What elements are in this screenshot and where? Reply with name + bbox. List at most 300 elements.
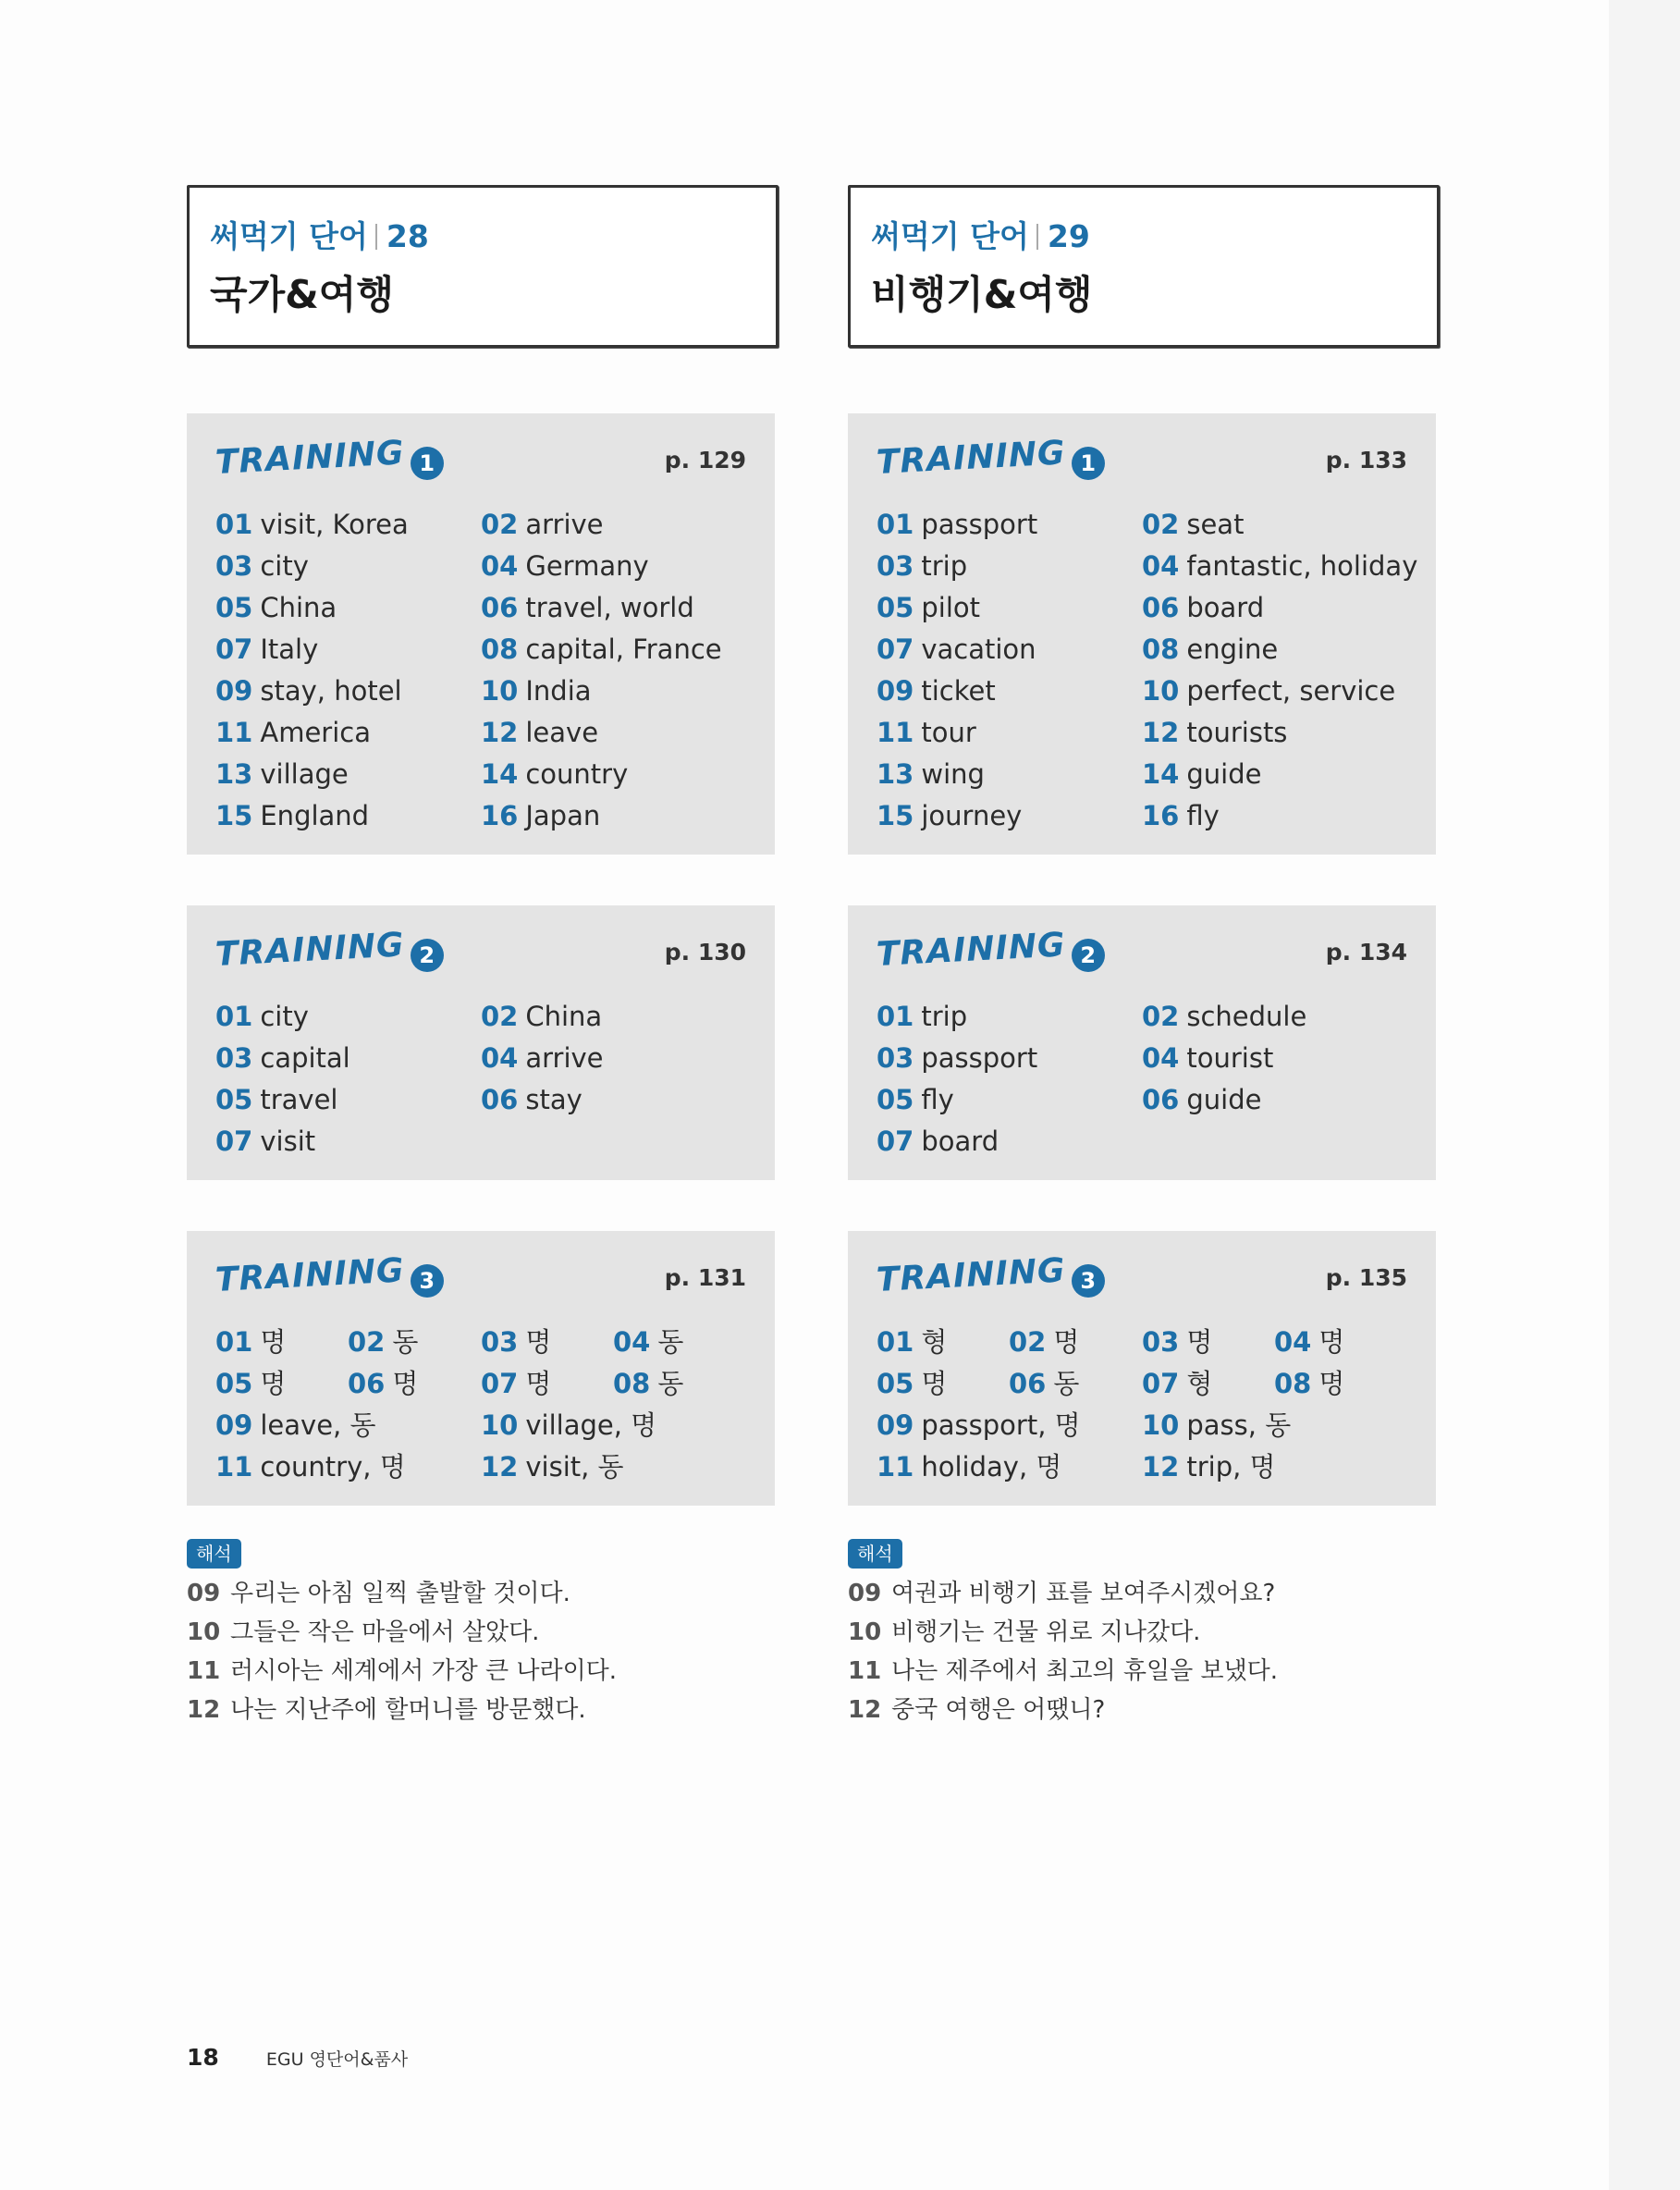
answer-row — [215, 795, 766, 837]
answer-row — [215, 996, 766, 1038]
translation-line — [848, 1691, 1440, 1729]
training-heading — [875, 434, 1105, 486]
translation-line — [848, 1652, 1440, 1691]
item-number: 11 — [877, 1451, 914, 1483]
item-number: 13 — [215, 758, 253, 790]
item-answer: passport, 명 — [921, 1409, 1081, 1441]
item-number: 06 — [481, 1084, 519, 1115]
answer-item — [481, 546, 649, 587]
answer-item — [1009, 1363, 1079, 1405]
item-number: 16 — [481, 800, 519, 831]
item-answer: tourists — [1186, 717, 1288, 748]
line-text: 나는 지난주에 할머니를 방문했다. — [230, 1696, 586, 1724]
item-answer: stay — [525, 1084, 582, 1115]
item-number: 07 — [215, 634, 253, 665]
answer-item — [877, 504, 1037, 546]
item-answer: fly — [1186, 800, 1220, 831]
training-number-badge: 1 — [411, 447, 444, 480]
answer-row — [215, 546, 766, 587]
item-number: 02 — [348, 1326, 386, 1358]
item-number: 02 — [481, 509, 519, 540]
lesson-kicker — [871, 213, 1090, 256]
item-number: 05 — [215, 1368, 253, 1399]
lesson-number: 29 — [1047, 218, 1090, 254]
item-answer: trip, 명 — [1186, 1451, 1276, 1483]
item-number: 04 — [1274, 1326, 1312, 1358]
item-number: 01 — [215, 509, 253, 540]
item-answer: India — [525, 675, 592, 707]
item-answer: village, 명 — [525, 1409, 657, 1441]
kicker-divider — [1036, 224, 1038, 250]
answer-row — [877, 996, 1427, 1038]
training-heading — [214, 926, 444, 978]
item-number: 09 — [877, 675, 914, 707]
answer-item — [215, 1363, 286, 1405]
item-answer: 동 — [657, 1368, 684, 1399]
item-answer: capital — [260, 1042, 350, 1074]
training-1-panel — [187, 413, 775, 855]
answer-row — [215, 1322, 766, 1363]
line-text: 중국 여행은 어땠니? — [891, 1696, 1106, 1724]
answer-item — [877, 795, 1022, 837]
answer-row — [215, 754, 766, 795]
item-number: 12 — [1142, 1451, 1180, 1483]
answer-item — [1142, 1079, 1261, 1121]
item-number: 10 — [1142, 675, 1180, 707]
answer-item — [1142, 546, 1417, 587]
page-reference: p. 135 — [1325, 1264, 1407, 1291]
item-number: 08 — [1142, 634, 1180, 665]
page-edge-shade — [1609, 0, 1680, 2190]
answer-item — [1009, 1322, 1079, 1363]
answer-row — [215, 587, 766, 629]
answer-item — [1274, 1322, 1344, 1363]
item-number: 01 — [877, 1001, 914, 1032]
item-answer: 명 — [1053, 1326, 1080, 1358]
translation-line — [848, 1574, 1440, 1613]
training-heading — [214, 434, 444, 486]
item-number: 03 — [1142, 1326, 1180, 1358]
item-answer: vacation — [921, 634, 1036, 665]
item-answer: country — [525, 758, 629, 790]
lesson-number: 28 — [386, 218, 429, 254]
answer-row — [877, 629, 1427, 671]
item-number: 02 — [1142, 1001, 1180, 1032]
answer-item — [481, 996, 602, 1038]
item-number: 03 — [215, 550, 253, 582]
item-number: 04 — [613, 1326, 651, 1358]
item-answer: guide — [1186, 758, 1262, 790]
answer-item — [877, 754, 985, 795]
item-number: 14 — [481, 758, 519, 790]
item-answer: Japan — [525, 800, 601, 831]
item-answer: pass, 동 — [1186, 1409, 1292, 1441]
answer-row — [215, 712, 766, 754]
answer-item — [613, 1322, 683, 1363]
item-answer: fantastic, holiday — [1186, 550, 1418, 582]
item-number: 05 — [877, 592, 914, 623]
answer-row — [215, 1446, 766, 1488]
item-number: 04 — [1142, 550, 1180, 582]
answer-item — [215, 629, 318, 671]
item-answer: seat — [1186, 509, 1245, 540]
item-number: 10 — [481, 675, 519, 707]
item-number: 03 — [215, 1042, 253, 1074]
answer-item — [1142, 504, 1244, 546]
answer-item — [215, 1079, 338, 1121]
answer-item — [1142, 1446, 1276, 1488]
training-logo: TRAINING — [214, 926, 406, 974]
answer-grid — [877, 996, 1427, 1163]
answer-item — [1142, 754, 1261, 795]
answer-row — [877, 1038, 1427, 1079]
translation-lines — [187, 1574, 779, 1729]
item-answer: 명 — [525, 1326, 552, 1358]
answer-item — [481, 712, 598, 754]
answer-row — [215, 1405, 766, 1446]
page-reference: p. 129 — [664, 447, 746, 474]
lesson-kicker — [210, 213, 429, 256]
translation-line — [848, 1613, 1440, 1652]
item-answer: 명 — [1318, 1326, 1345, 1358]
item-answer: 동 — [1053, 1368, 1080, 1399]
answer-item — [481, 1038, 604, 1079]
item-number: 01 — [877, 509, 914, 540]
item-answer: wing — [921, 758, 985, 790]
item-number: 01 — [215, 1326, 253, 1358]
kicker-label: 써먹기 단어 — [871, 218, 1029, 254]
item-number: 08 — [481, 634, 519, 665]
line-text: 우리는 아침 일찍 출발할 것이다. — [230, 1580, 570, 1607]
training-heading — [214, 1251, 444, 1304]
item-number: 09 — [877, 1409, 914, 1441]
answer-item — [877, 587, 980, 629]
item-answer: visit, Korea — [260, 509, 409, 540]
item-answer: visit — [260, 1126, 316, 1157]
item-number: 14 — [1142, 758, 1180, 790]
item-number: 13 — [877, 758, 914, 790]
item-answer: guide — [1186, 1084, 1262, 1115]
answer-item — [215, 546, 309, 587]
item-number: 11 — [215, 1451, 253, 1483]
item-number: 09 — [215, 1409, 253, 1441]
item-number: 03 — [481, 1326, 519, 1358]
item-number: 07 — [877, 634, 914, 665]
translation-badge: 해석 — [187, 1539, 241, 1569]
item-number: 05 — [215, 1084, 253, 1115]
lesson-title: 국가&여행 — [210, 272, 394, 317]
page-reference: p. 130 — [664, 939, 746, 966]
answer-item — [215, 671, 402, 712]
line-number: 11 — [187, 1657, 221, 1685]
answer-row — [877, 1322, 1427, 1363]
item-number: 04 — [1142, 1042, 1180, 1074]
item-answer: 형 — [921, 1326, 948, 1358]
answer-row — [877, 1363, 1427, 1405]
item-answer: 명 — [1318, 1368, 1345, 1399]
translation-section — [187, 1539, 779, 1729]
answer-item — [481, 1363, 551, 1405]
item-number: 03 — [877, 1042, 914, 1074]
item-number: 06 — [1142, 1084, 1180, 1115]
item-number: 07 — [481, 1368, 519, 1399]
translation-badge: 해석 — [848, 1539, 902, 1569]
answer-item — [481, 587, 694, 629]
page-reference: p. 133 — [1325, 447, 1407, 474]
answer-item — [481, 1322, 551, 1363]
translation-section — [848, 1539, 1440, 1729]
training-3-panel — [187, 1231, 775, 1506]
item-number: 02 — [1009, 1326, 1047, 1358]
item-answer: board — [1186, 592, 1265, 623]
item-answer: stay, hotel — [260, 675, 402, 707]
item-number: 07 — [877, 1126, 914, 1157]
line-number: 12 — [187, 1696, 221, 1724]
item-answer: Germany — [525, 550, 649, 582]
answer-grid — [215, 1322, 766, 1488]
translation-line — [187, 1691, 779, 1729]
answer-row — [215, 1363, 766, 1405]
item-answer: holiday, 명 — [921, 1451, 1062, 1483]
translation-line — [187, 1613, 779, 1652]
item-answer: 형 — [1186, 1368, 1213, 1399]
item-answer: travel — [260, 1084, 338, 1115]
answer-item — [1142, 671, 1395, 712]
answer-item — [877, 1405, 1081, 1446]
training-1-panel — [848, 413, 1436, 855]
item-number: 12 — [1142, 717, 1180, 748]
item-number: 16 — [1142, 800, 1180, 831]
item-number: 03 — [877, 550, 914, 582]
item-answer: tour — [921, 717, 976, 748]
page-reference: p. 134 — [1325, 939, 1407, 966]
kicker-label: 써먹기 단어 — [210, 218, 368, 254]
answer-item — [877, 1446, 1061, 1488]
answer-row — [877, 671, 1427, 712]
item-number: 12 — [481, 717, 519, 748]
page-reference: p. 131 — [664, 1264, 746, 1291]
item-number: 06 — [1142, 592, 1180, 623]
answer-grid — [877, 504, 1427, 837]
item-number: 07 — [215, 1126, 253, 1157]
training-number-badge: 3 — [411, 1264, 444, 1298]
item-answer: pilot — [921, 592, 980, 623]
item-answer: 명 — [525, 1368, 552, 1399]
training-logo: TRAINING — [875, 1251, 1067, 1299]
answer-item — [215, 1446, 406, 1488]
line-number: 12 — [848, 1696, 882, 1724]
item-answer: 명 — [1186, 1326, 1213, 1358]
item-answer: city — [260, 550, 309, 582]
training-3-panel — [848, 1231, 1436, 1506]
training-number-badge: 3 — [1072, 1264, 1105, 1298]
item-number: 04 — [481, 1042, 519, 1074]
item-answer: America — [260, 717, 371, 748]
line-text: 그들은 작은 마을에서 살았다. — [230, 1618, 540, 1646]
answer-item — [877, 1079, 954, 1121]
answer-item — [877, 1363, 947, 1405]
training-2-panel — [187, 905, 775, 1180]
answer-item — [348, 1322, 418, 1363]
item-answer: city — [260, 1001, 309, 1032]
answer-grid — [215, 504, 766, 837]
answer-item — [877, 671, 996, 712]
line-text: 러시아는 세계에서 가장 큰 나라이다. — [230, 1657, 618, 1685]
answer-item — [1142, 712, 1287, 754]
answer-item — [877, 629, 1036, 671]
item-number: 11 — [215, 717, 253, 748]
answer-item — [1142, 587, 1264, 629]
item-answer: journey — [921, 800, 1023, 831]
training-logo: TRAINING — [214, 434, 406, 482]
line-number: 10 — [848, 1618, 882, 1646]
item-answer: tourist — [1186, 1042, 1274, 1074]
item-number: 02 — [481, 1001, 519, 1032]
answer-grid — [215, 996, 766, 1163]
item-answer: board — [921, 1126, 999, 1157]
answer-item — [215, 1038, 350, 1079]
item-number: 10 — [481, 1409, 519, 1441]
book-title: EGU 영단어&품사 — [265, 2049, 409, 2070]
answer-item — [481, 504, 604, 546]
answer-row — [215, 1079, 766, 1121]
line-number: 09 — [187, 1580, 221, 1607]
item-answer: England — [260, 800, 370, 831]
item-number: 12 — [481, 1451, 519, 1483]
answer-item — [215, 795, 369, 837]
item-number: 02 — [1142, 509, 1180, 540]
item-number: 09 — [215, 675, 253, 707]
item-number: 05 — [877, 1084, 914, 1115]
item-number: 07 — [1142, 1368, 1180, 1399]
answer-item — [215, 1121, 315, 1163]
item-number: 01 — [877, 1326, 914, 1358]
item-answer: travel, world — [525, 592, 694, 623]
training-logo: TRAINING — [875, 434, 1067, 482]
training-heading — [875, 926, 1105, 978]
answer-item — [481, 1405, 656, 1446]
answer-item — [481, 671, 592, 712]
answer-row — [877, 1121, 1427, 1163]
answer-row — [877, 1079, 1427, 1121]
answer-item — [481, 795, 600, 837]
answer-item — [1142, 1038, 1273, 1079]
item-answer: country, 명 — [260, 1451, 406, 1483]
item-answer: engine — [1186, 634, 1279, 665]
answer-row — [877, 587, 1427, 629]
training-logo: TRAINING — [875, 926, 1067, 974]
training-number-badge: 2 — [1072, 939, 1105, 972]
answer-row — [877, 1446, 1427, 1488]
answer-row — [215, 629, 766, 671]
training-number-badge: 2 — [411, 939, 444, 972]
answer-item — [481, 629, 722, 671]
item-answer: 명 — [260, 1368, 287, 1399]
item-answer: capital, France — [525, 634, 722, 665]
answer-row — [877, 712, 1427, 754]
item-answer: China — [525, 1001, 603, 1032]
item-answer: passport — [921, 509, 1038, 540]
answer-item — [215, 1322, 286, 1363]
answer-row — [215, 1038, 766, 1079]
answer-item — [877, 546, 967, 587]
item-answer: 동 — [392, 1326, 419, 1358]
answer-item — [215, 1405, 375, 1446]
item-number: 01 — [215, 1001, 253, 1032]
answer-grid — [877, 1322, 1427, 1488]
answer-row — [215, 1121, 766, 1163]
item-answer: trip — [921, 1001, 968, 1032]
line-text: 여권과 비행기 표를 보여주시겠어요? — [891, 1580, 1276, 1607]
lesson-title: 비행기&여행 — [871, 272, 1093, 317]
training-heading — [875, 1251, 1105, 1304]
translation-lines — [848, 1574, 1440, 1729]
item-answer: 명 — [921, 1368, 948, 1399]
answer-item — [1142, 629, 1278, 671]
answer-row — [877, 795, 1427, 837]
answer-item — [877, 1121, 999, 1163]
answer-item — [1142, 1363, 1212, 1405]
item-number: 05 — [215, 592, 253, 623]
answer-item — [215, 712, 371, 754]
item-answer: Italy — [260, 634, 319, 665]
line-text: 나는 제주에서 최고의 휴일을 보냈다. — [891, 1657, 1279, 1685]
answer-item — [613, 1363, 683, 1405]
item-answer: perfect, service — [1186, 675, 1396, 707]
lesson-header-29 — [848, 185, 1440, 348]
training-logo: TRAINING — [214, 1251, 406, 1299]
item-answer: ticket — [921, 675, 996, 707]
kicker-divider — [375, 224, 377, 250]
item-answer: visit, 동 — [525, 1451, 624, 1483]
item-answer: China — [260, 592, 337, 623]
answer-item — [481, 754, 628, 795]
answer-row — [877, 754, 1427, 795]
item-number: 15 — [215, 800, 253, 831]
item-number: 04 — [481, 550, 519, 582]
answer-item — [1142, 1405, 1291, 1446]
answer-item — [215, 996, 309, 1038]
answer-item — [481, 1446, 624, 1488]
item-answer: trip — [921, 550, 968, 582]
line-number: 09 — [848, 1580, 882, 1607]
answer-item — [215, 504, 409, 546]
line-text: 비행기는 건물 위로 지나갔다. — [891, 1618, 1201, 1646]
item-answer: fly — [921, 1084, 954, 1115]
item-number: 08 — [613, 1368, 651, 1399]
translation-line — [187, 1574, 779, 1613]
answer-item — [1274, 1363, 1344, 1405]
answer-row — [215, 671, 766, 712]
item-answer: village — [260, 758, 349, 790]
answer-item — [215, 754, 349, 795]
translation-line — [187, 1652, 779, 1691]
item-number: 08 — [1274, 1368, 1312, 1399]
item-answer: schedule — [1186, 1001, 1307, 1032]
answer-item — [1142, 996, 1306, 1038]
answer-item — [215, 587, 337, 629]
answer-row — [215, 504, 766, 546]
training-2-panel — [848, 905, 1436, 1180]
item-number: 15 — [877, 800, 914, 831]
page-number: 18 — [187, 2044, 219, 2071]
item-number: 05 — [877, 1368, 914, 1399]
answer-item — [877, 1322, 947, 1363]
answer-row — [877, 546, 1427, 587]
page-footer — [187, 2044, 408, 2071]
training-number-badge: 1 — [1072, 447, 1105, 480]
answer-item — [877, 996, 967, 1038]
